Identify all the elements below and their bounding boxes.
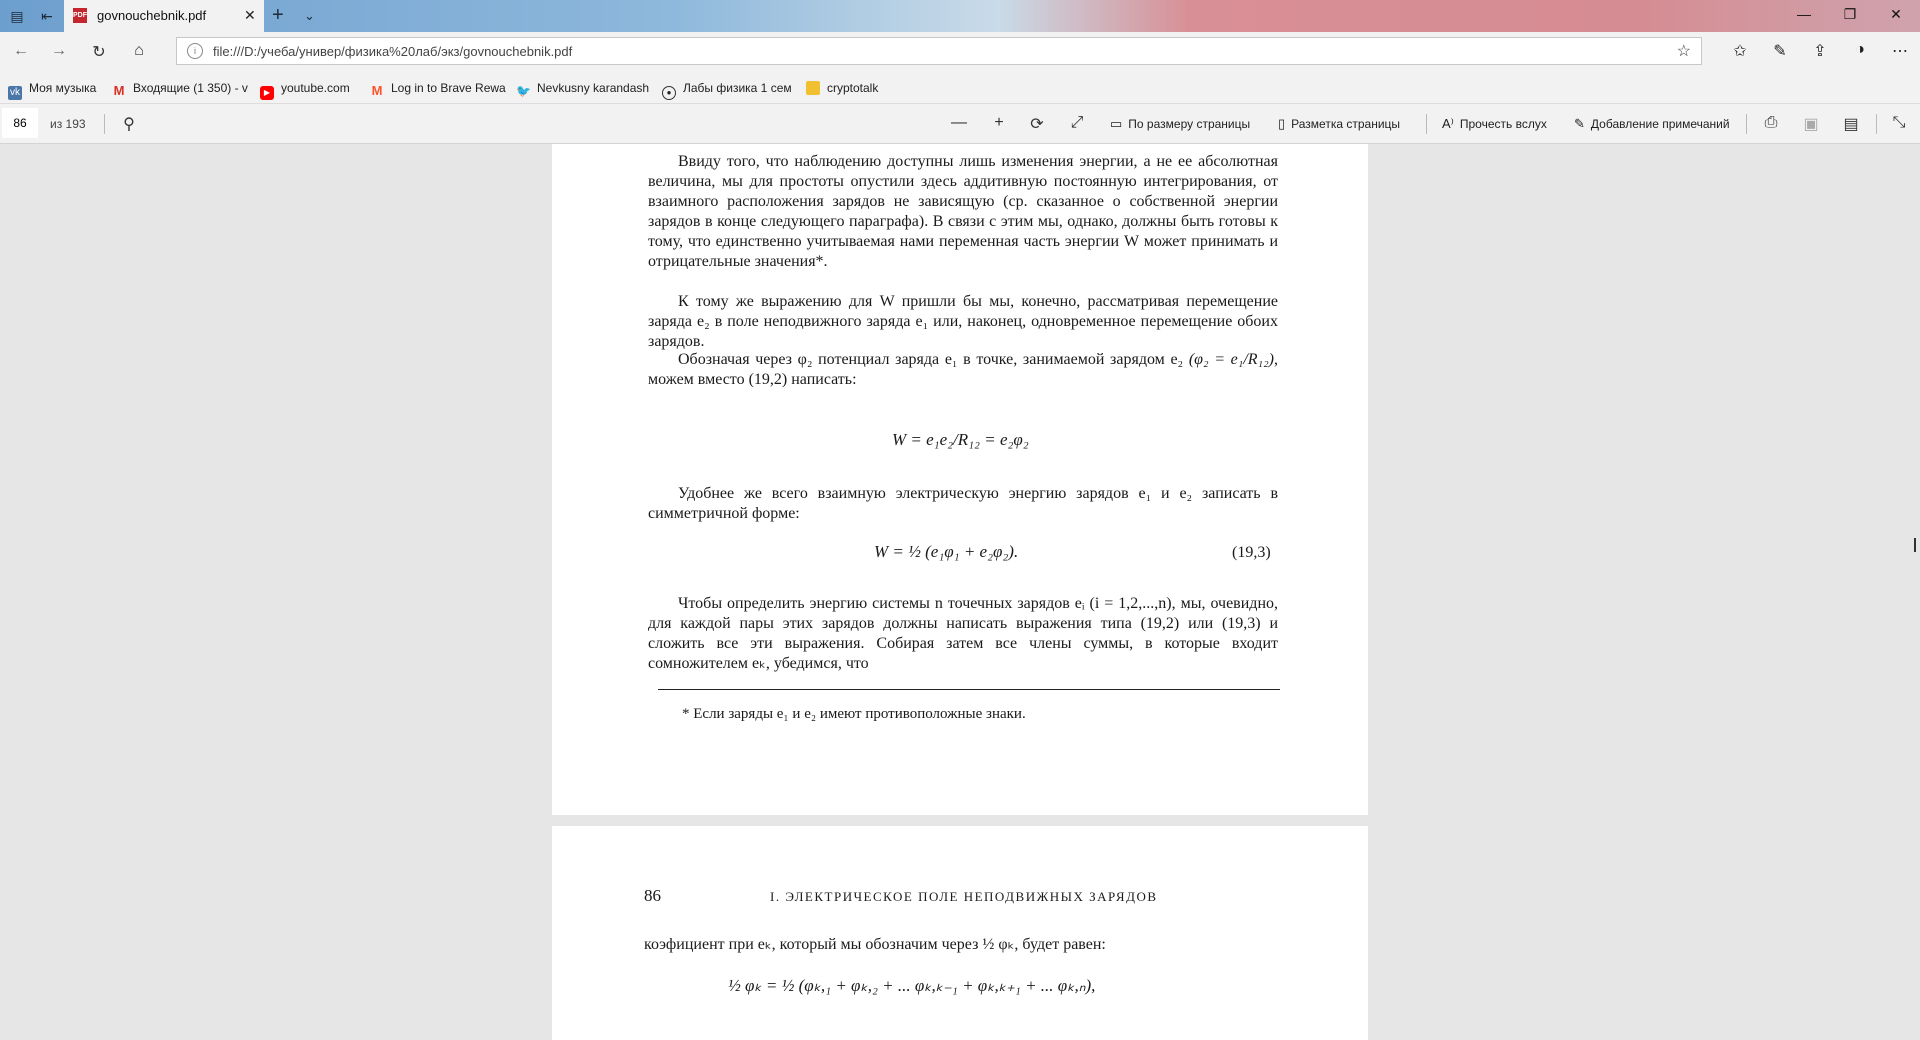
url-text: file:///D:/учеба/универ/физика%20лаб/экз/govnouchebnik.pdf: [213, 44, 573, 59]
minimize-button[interactable]: —: [1797, 6, 1811, 22]
fit-to-page-button[interactable]: ▭ По размеру страницы: [1110, 116, 1251, 131]
more-menu-icon[interactable]: ⋯: [1892, 43, 1908, 60]
fit-page-icon: ▭: [1110, 116, 1123, 131]
github-icon: ●: [662, 86, 676, 100]
divider: [1876, 114, 1877, 134]
zoom-out-icon[interactable]: —: [951, 114, 967, 131]
pen-icon: ✎: [1574, 116, 1585, 131]
home-button[interactable]: ⌂: [134, 42, 144, 59]
read-aloud-button[interactable]: A⁾ Прочесть вслух: [1442, 116, 1547, 131]
paragraph: Удобнее же всего взаимную электрическую энергию зарядов e₁ и e₂ записать в симметричной форме:: [648, 485, 1278, 522]
zoom-in-icon[interactable]: +: [994, 114, 1004, 131]
gmail-icon: M: [113, 83, 125, 98]
set-aside-tabs-icon[interactable]: ⇤: [41, 8, 53, 24]
paragraph: коэфициент при eₖ, который мы обозначим через ½ φₖ, будет равен:: [644, 936, 1106, 953]
page-layout-button[interactable]: ▯ Разметка страницы: [1278, 116, 1401, 131]
print-icon[interactable]: ⎙: [1764, 114, 1778, 131]
paragraph: Ввиду того, что наблюдению доступны лишь изменения энергии, а не ее абсолютная величина, мы для простоты опустили здесь аддитивную постоянную интегрирования, от взаимного расположения зарядов не зависящую (ср. сказанное о собственной энергии зарядов в конце следующего параграфа). В связи с этим мы, однако, должны быть готовы к тому, что единственно учитываемая нами переменная часть энергии W может принимать и отрицательные значения*.: [648, 153, 1278, 270]
refresh-button[interactable]: ↻: [92, 44, 106, 61]
pdf-page: [552, 826, 1368, 1040]
formula: W = e₁e₂/R₁₂ = e₂φ₂: [892, 430, 1029, 449]
back-button[interactable]: ←: [13, 42, 29, 59]
pdf-page: [552, 144, 1368, 815]
divider: [1426, 114, 1427, 134]
favorite-item[interactable]: M Log in to Brave Rewa: [371, 81, 506, 98]
save-icon[interactable]: ▣: [1803, 116, 1819, 133]
save-as-icon[interactable]: ▤: [1843, 116, 1859, 133]
divider: [1746, 114, 1747, 134]
favorite-item[interactable]: ▶ youtube.com: [260, 81, 350, 100]
pdf-toolbar: [0, 104, 1920, 144]
close-window-button[interactable]: ✕: [1890, 6, 1902, 22]
footnote-divider: [658, 689, 1280, 690]
fullscreen-icon[interactable]: ⤢: [1070, 114, 1084, 131]
divider: [104, 114, 105, 134]
address-bar: [0, 32, 1920, 72]
read-aloud-icon: A⁾: [1442, 116, 1454, 131]
site-info-icon[interactable]: i: [187, 43, 203, 59]
paragraph: Чтобы определить энергию системы n точечных зарядов eᵢ (i = 1,2,...,n), мы, очевидно, для каждой пары этих зарядов должны написать выражения типа (19,2) или (19,3) и сложить все эти выражения. Собирая затем все члены суммы, в которые входит сомножителем eₖ, убедимся, что: [648, 595, 1278, 672]
formula: W = ½ (e₁φ₁ + e₂φ₂).: [874, 542, 1019, 561]
new-tab-button[interactable]: +: [272, 4, 284, 26]
twitter-icon: 🐦: [516, 84, 531, 98]
tab-actions-icon[interactable]: ▤: [10, 8, 24, 24]
tab-bar: [0, 0, 1920, 32]
page-number-label: 86: [644, 886, 661, 905]
web-note-icon[interactable]: ✎: [1773, 43, 1787, 60]
favorite-item[interactable]: cryptotalk: [806, 81, 878, 95]
tab-pdf[interactable]: [64, 0, 264, 32]
paragraph: Обозначая через φ₂ потенциал заряда e₁ в точке, занимаемой зарядом e₂ (φ₂ = e₁/R₁₂), можем вместо (19,2) написать:: [648, 351, 1279, 388]
favorite-item[interactable]: ● Лабы физика 1 сем: [662, 81, 792, 100]
favorites-icon[interactable]: ✩: [1733, 43, 1747, 60]
search-icon[interactable]: ⚲: [123, 116, 135, 133]
favorite-star-icon[interactable]: ☆: [1676, 43, 1691, 60]
brave-icon: M: [371, 83, 383, 98]
add-notes-button[interactable]: ✎ Добавление примечаний: [1574, 116, 1730, 131]
tab-title: govnouchebnik.pdf: [97, 8, 207, 23]
folder-icon: [806, 81, 820, 95]
favorite-item[interactable]: 🐦 Nevkusny karandash: [516, 81, 650, 98]
tab-list-chevron-icon[interactable]: ⌄: [304, 8, 315, 23]
vk-icon: vk: [10, 87, 20, 98]
extension-icon[interactable]: ◑: [1855, 41, 1865, 58]
forward-button[interactable]: →: [51, 42, 67, 59]
close-tab-icon[interactable]: ✕: [244, 7, 256, 23]
favorite-item[interactable]: M Входящие (1 350) - v: [113, 81, 248, 98]
total-pages: из 193: [50, 117, 86, 131]
restore-button[interactable]: ❐: [1843, 6, 1857, 22]
page-number-input[interactable]: 86: [2, 108, 38, 138]
favorite-item[interactable]: vk Моя музыка: [10, 81, 97, 98]
pin-toolbar-icon[interactable]: ⤡: [1892, 114, 1906, 131]
page-icon: ▯: [1278, 116, 1286, 131]
url-field[interactable]: [176, 37, 1702, 65]
equation-number: (19,3): [1232, 544, 1271, 561]
footnote: * Если заряды e₁ и e₂ имеют противоположные знаки.: [682, 706, 1026, 722]
share-icon[interactable]: ⇪: [1813, 43, 1827, 60]
formula: ½ φₖ = ½ (φₖ,₁ + φₖ,₂ + ... φₖ,ₖ₋₁ + φₖ,ₖ₊₁ + ... φₖ,ₙ),: [728, 976, 1096, 995]
youtube-icon: ▶: [260, 86, 274, 100]
inline-formula: (φ₂ = e₁/R₁₂): [1188, 351, 1275, 368]
pdf-file-icon: PDF: [73, 8, 87, 23]
running-header: I. ЭЛЕКТРИЧЕСКОЕ ПОЛЕ НЕПОДВИЖНЫХ ЗАРЯДОВ: [770, 889, 1158, 904]
scrollbar[interactable]: [1914, 538, 1916, 552]
paragraph: К тому же выражению для W пришли бы мы, конечно, рассматривая перемещение заряда e₂ в поле неподвижного заряда e₁ или, наконец, одновременное перемещение обоих зарядов.: [648, 293, 1278, 350]
rotate-icon[interactable]: ⟳: [1030, 116, 1044, 133]
favorites-bar: [0, 72, 1920, 104]
